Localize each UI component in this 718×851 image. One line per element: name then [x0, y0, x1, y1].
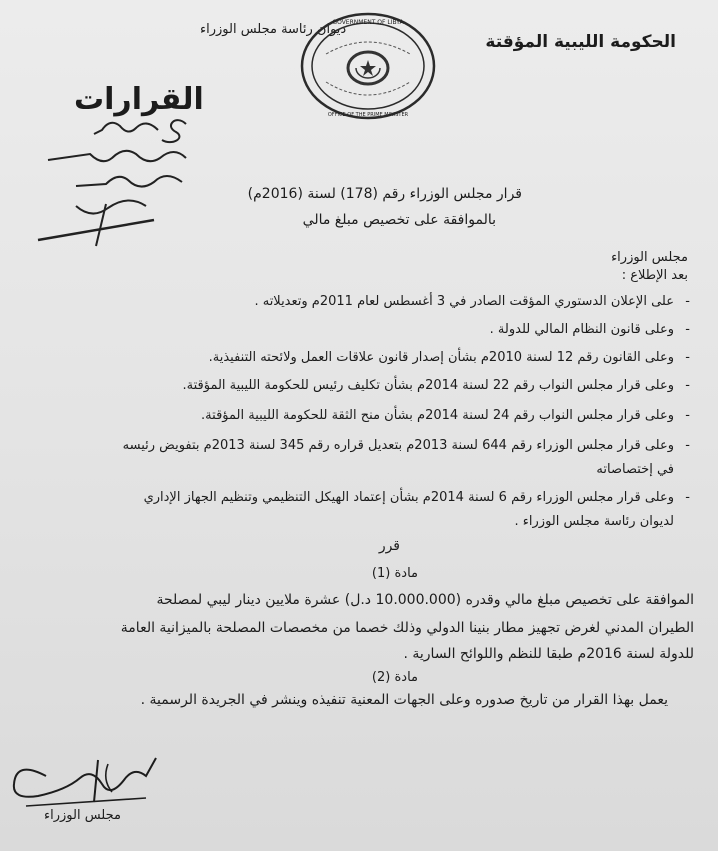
article-1-heading: مادة (1) — [371, 566, 418, 581]
decree-heading: قرر — [378, 538, 400, 554]
clause-6: وعلى قرار مجلس الوزراء رقم 644 لسنة 2013م بتعديل قراره رقم 345 لسنة 2013م بتفويض رئيسه — [122, 438, 674, 453]
seal-bottom-text: OFFICE OF THE PRIME MINISTER — [327, 112, 409, 118]
article-1-line-2: الطيران المدني لغرض تجهيز مطار بنينا الدولي وذلك خصما من مخصصات المصلحة بالميزانية العامة — [120, 620, 694, 636]
clause-7-bullet: - — [685, 490, 690, 505]
clause-5-bullet: - — [685, 408, 690, 423]
office-header: ديوان رئاسة مجلس الوزراء — [200, 22, 347, 37]
clause-3: وعلى القانون رقم 12 لسنة 2010م بشأن إصدار قانون علاقات العمل ولائحته التنفيذية. — [208, 350, 674, 365]
clause-3-bullet: - — [685, 350, 690, 365]
clause-1-bullet: - — [685, 294, 690, 309]
article-2-text: يعمل بهذا القرار من تاريخ صدوره وعلى الجهات المعنية تنفيذه وينشر في الجريدة الرسمية . — [140, 692, 668, 708]
decision-number-line: قرار مجلس الوزراء رقم (178) لسنة (2016م) — [247, 186, 522, 202]
article-2-heading: مادة (2) — [371, 670, 418, 685]
council-label: مجلس الوزراء — [611, 250, 688, 265]
decisions-heading: القرارات — [74, 82, 204, 117]
signature — [6, 740, 176, 840]
government-header: الحكومة الليبية المؤقتة — [485, 32, 676, 52]
signature-label: مجلس الوزراء — [44, 808, 121, 823]
article-1-line-3: للدولة لسنة 2016م طبقا للنظم واللوائح السارية . — [403, 646, 694, 662]
decision-subject: بالموافقة على تخصيص مبلغ مالي — [302, 212, 496, 228]
after-review-label: بعد الإطلاع : — [621, 268, 688, 283]
article-1-line-1: الموافقة على تخصيص مبلغ مالي وقدره (10.000.000 د.ل) عشرة ملايين دينار ليبي لمصلحة — [156, 592, 694, 608]
clause-2: وعلى قانون النظام المالي للدولة . — [489, 322, 674, 337]
clause-7: وعلى قرار مجلس الوزراء رقم 6 لسنة 2014م بشأن إعتماد الهيكل التنظيمي وتنظيم الجهاز الإداري — [143, 490, 674, 505]
handwritten-annotation — [36, 110, 226, 250]
clause-4-bullet: - — [685, 378, 690, 393]
clause-5: وعلى قرار مجلس النواب رقم 24 لسنة 2014م بشأن منح الثقة للحكومة الليبية المؤقتة. — [201, 408, 674, 423]
clause-1: على الإعلان الدستوري المؤقت الصادر في 3 أغسطس لعام 2011م وتعديلاته . — [254, 294, 674, 309]
clause-2-bullet: - — [685, 322, 690, 337]
clause-6-bullet: - — [685, 438, 690, 453]
clause-7-continued: لديوان رئاسة مجلس الوزراء . — [514, 514, 674, 529]
clause-4: وعلى قرار مجلس النواب رقم 22 لسنة 2014م بشأن تكليف رئيس للحكومة الليبية المؤقتة. — [182, 378, 674, 393]
clause-6-continued: في إختصاصاته — [596, 462, 674, 477]
seal-top-text: GOVERNMENT OF LIBYA — [332, 19, 404, 26]
government-seal — [296, 10, 440, 122]
